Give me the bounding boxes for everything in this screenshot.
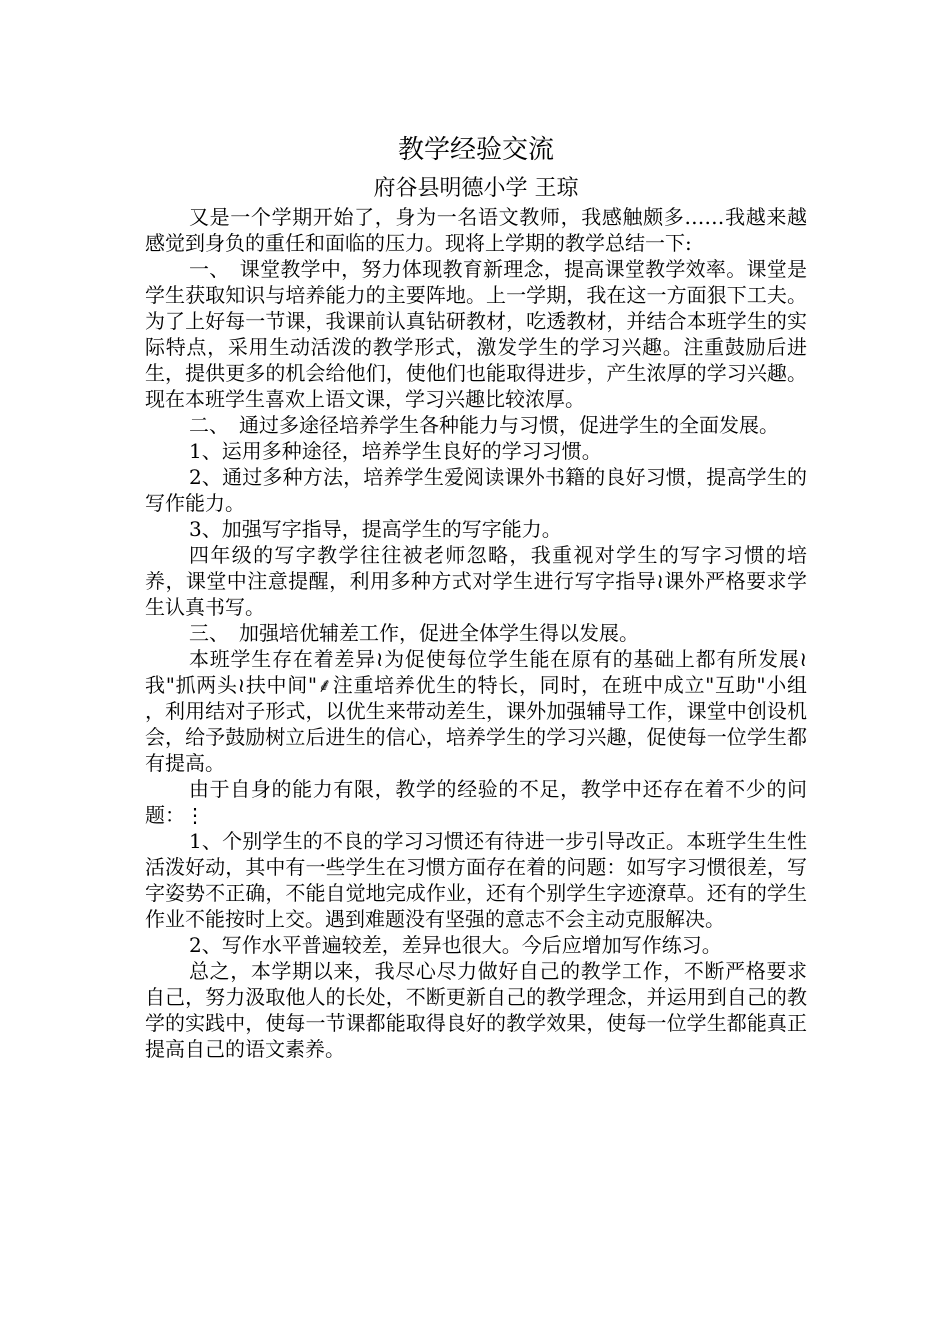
document-page [145,130,807,1062]
paragraph-differences: 本班学生存在着差异≀为促使每位学生能在原有的基础上都有所发展≀我"抓两头≀扶中间"⸙注重培养优生的特长，同时，在班中成立"互助"小组 ，利用结对子形式，以优生来带动差生，课外加强辅导工作，课堂中创设机会，给予鼓励树立后进生的信心，培养学生的学习兴趣，促使每一位学生都有提高。 [145,647,807,775]
paragraph-item-3: 3、加强写字指导，提高学生的写字能力。 [189,517,562,541]
paragraph-section-2: 二、 通过多途径培养学生各种能力与习惯，促进学生的全面发展。 [189,413,779,437]
document-title: 教学经验交流 [397,135,554,165]
paragraph-item-2: 2、通过多种方法，培养学生爱阅读课外书籍的良好习惯，提高学生的写作能力。 [145,465,807,515]
paragraph-intro: 又是一个学期开始了，身为一名语文教师，我感触颇多……我越来越感觉到身负的重任和面临的压力。现将上学期的教学总结一下: [145,205,807,255]
paragraph-writing: 四年级的写字教学往往被老师忽略，我重视对学生的写字习惯的培养，课堂中注意提醒，利用多种方式对学生进行写字指导≀课外严格要求学生认真书写。 [145,543,807,619]
paragraph-section-3: 三、 加强培优辅差工作，促进全体学生得以发展。 [189,621,639,645]
paragraph-problem-1: 1、个别学生的不良的学习习惯还有待进一步引导改正。本班学生生性活泼好动，其中有一些学生在习惯方面存在着的问题：如写字习惯很差，写字姿势不正确，不能自觉地完成作业，还有个别学生字迹潦草。还有的学生作业不能按时上交。遇到难题没有坚强的意志不会主动克服解决。 [145,829,807,931]
paragraph-section-1: 一、 课堂教学中，努力体现教育新理念，提高课堂教学效率。课堂是学生获取知识与培养能力的主要阵地。上一学期，我在这一方面狠下工夫。为了上好每一节课，我课前认真钻研教材，吃透教材，并结合本班学生的实际特点，采用生动活泼的教学形式，激发学生的学习兴趣。注重鼓励后进生，提供更多的机会给他们，使他们也能取得进步，产生浓厚的学习兴趣。现在本班学生喜欢上语文课，学习兴趣比较浓厚。 [145,257,807,411]
paragraph-item-1: 1、运用多种途径，培养学生良好的学习习惯。 [189,439,602,463]
paragraph-conclusion: 总之，本学期以来，我尽心尽力做好自己的教学工作，不断严格要求自己，努力汲取他人的长处，不断更新自己的教学理念，并运用到自己的教学的实践中，使每一节课都能取得良好的教学效果，使每一位学生都能真正提高自己的语文素养。 [145,959,807,1061]
paragraph-problem-2: 2、写作水平普遍较差，差异也很大。今后应增加写作练习。 [189,933,722,957]
document-author: 府谷县明德小学 王琼 [373,176,579,201]
paragraph-problems: 由于自身的能力有限，教学的经验的不足，教学中还存在着不少的问题：⋮ [145,777,807,827]
